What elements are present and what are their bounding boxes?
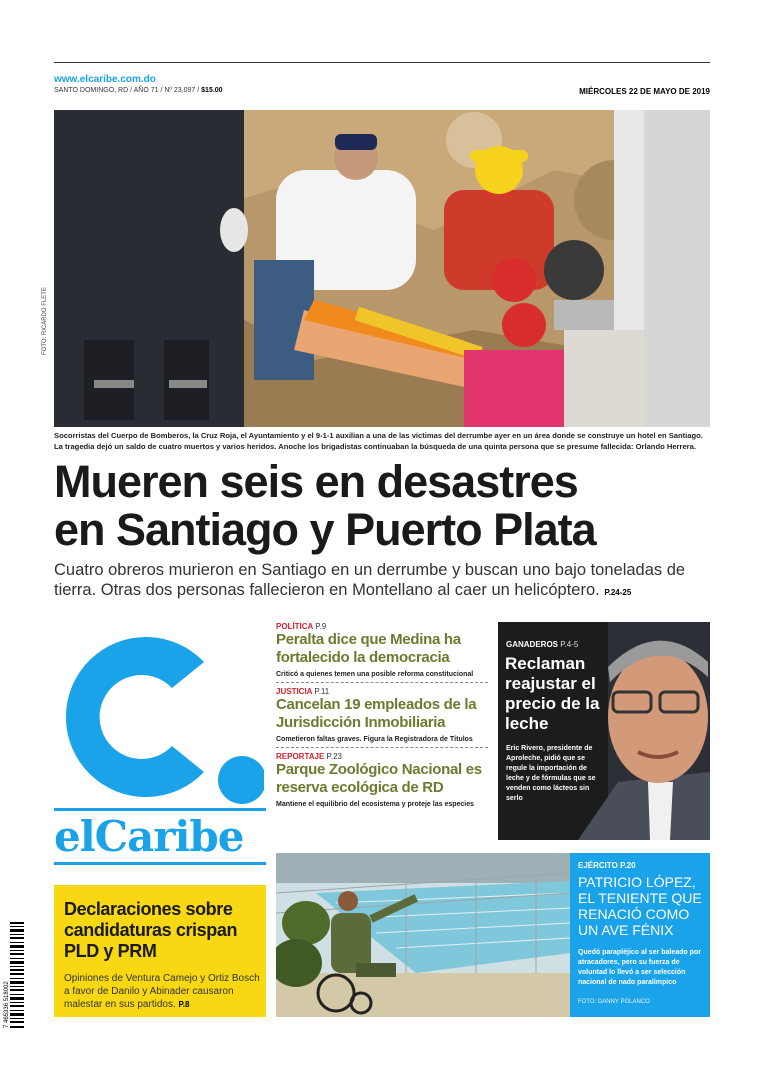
barcode: [0, 920, 24, 1030]
story-desc: Criticó a quienes temen una posible reforma constitucional: [276, 671, 474, 678]
ganaderos-page: P.4-5: [560, 640, 579, 649]
ejercito-desc: Quedó parapléjico al ser baleado por atracadores, pero su fuerza de voluntad lo llevó a ser selección nacional de nado paralímpico: [578, 949, 701, 986]
story-item[interactable]: [276, 752, 488, 812]
ganaderos-section: GANADEROS: [506, 640, 559, 649]
story-section: POLÍTICA: [276, 622, 314, 631]
story-desc: Mantiene el equilibrio del ecosistema y proteje las especies: [276, 801, 475, 808]
photo-credit: FOTO: RICARDO FLETE: [42, 287, 48, 355]
logo-rule-top: [54, 808, 266, 811]
story-page: P.9: [315, 622, 327, 631]
story-section: JUSTICIA: [276, 687, 313, 696]
main-photo: [54, 110, 710, 427]
issue-date: MIÉRCOLES 22 DE MAYO DE 2019: [579, 87, 710, 96]
logo-rule-bottom: [54, 862, 266, 865]
lead-headline-line1: Mueren seis en desastres: [54, 456, 578, 507]
ejercito-kicker: EJÉRCITO P.20: [578, 861, 636, 870]
declaraciones-title: Declaraciones sobre candidaturas crispan PLD y PRM: [64, 899, 238, 961]
stories-column: [276, 622, 488, 816]
ejercito-photo-credit: FOTO: DANNY POLANCO: [578, 999, 650, 1005]
story-page: P.23: [326, 752, 342, 761]
story-desc: Cometieron faltas graves. Figura la Registradora de Títulos: [276, 736, 473, 743]
barcode-number: 7 465336 518002: [4, 981, 10, 1028]
story-section: REPORTAJE: [276, 752, 325, 761]
site-url-link[interactable]: www.elcaribe.com.do: [54, 74, 156, 85]
story-title: Peralta dice que Medina ha fortalecido la democracia: [276, 631, 461, 666]
lead-headline[interactable]: [54, 458, 734, 554]
ganaderos-box[interactable]: [498, 622, 710, 840]
logo-c-icon: [54, 622, 264, 812]
ejercito-title: PATRICIO LÓPEZ, EL TENIENTE QUE RENACIÓ COMO UN AVE FÉNIX: [578, 874, 702, 938]
story-item[interactable]: [276, 622, 488, 683]
top-rule: [54, 62, 710, 63]
declaraciones-box[interactable]: [54, 885, 266, 1017]
edition-info: SANTO DOMINGO, RD / AÑO 71 / Nº 23,097 /: [54, 87, 200, 94]
photo-caption: Socorristas del Cuerpo de Bomberos, la Cruz Roja, el Ayuntamiento y el 9-1-1 auxilian a una de las víctimas del derrumbe ayer en un área donde se construye un hotel en Santiago. La tragedia dejó un saldo de cuatro muertos y varios heridos. Anoche los brigadistas continuaban la búsqueda de una quinta persona que se presume fallecida: Orlando Herrera.: [54, 431, 703, 451]
logo-wordmark: elCaribe: [54, 812, 244, 861]
story-page: P.11: [314, 687, 330, 696]
declaraciones-page: P.8: [178, 1000, 190, 1009]
story-kicker: [276, 752, 488, 761]
story-kicker: [276, 622, 488, 631]
ejercito-box[interactable]: [570, 853, 710, 1017]
edition-meta: [54, 87, 223, 94]
story-item[interactable]: [276, 687, 488, 748]
ganaderos-kicker: [506, 640, 578, 649]
lead-page-ref[interactable]: P.24-25: [604, 588, 632, 597]
lead-deck-text: Cuatro obreros murieron en Santiago en un derrumbe y buscan uno bajo toneladas de tierra. Otras dos personas fallecieron en Montellano al caer un helicóptero.: [54, 561, 686, 599]
story-title: Parque Zoológico Nacional es reserva ecológica de RD: [276, 761, 482, 796]
story-title: Cancelan 19 empleados de la Jurisdicción Inmobiliaria: [276, 696, 477, 731]
declaraciones-desc: [64, 972, 264, 1011]
declaraciones-text: Opiniones de Ventura Camejo y Ortiz Bosch a favor de Danilo y Abinader causaron malestar en sus partidos.: [64, 973, 260, 1010]
ganaderos-title: Reclaman reajustar el precio de la leche: [505, 654, 600, 733]
story-kicker: [276, 687, 488, 696]
ganaderos-desc: Eric Rivero, presidente de Aproleche, pidió que se regule la importación de leche y de fórmulas que se venden como lácteos sin serlo: [506, 745, 596, 802]
lead-deck: [54, 560, 714, 603]
pool-photo: [276, 853, 570, 1017]
lead-headline-line2: en Santiago y Puerto Plata: [54, 504, 596, 555]
price: $15.00: [201, 87, 223, 94]
